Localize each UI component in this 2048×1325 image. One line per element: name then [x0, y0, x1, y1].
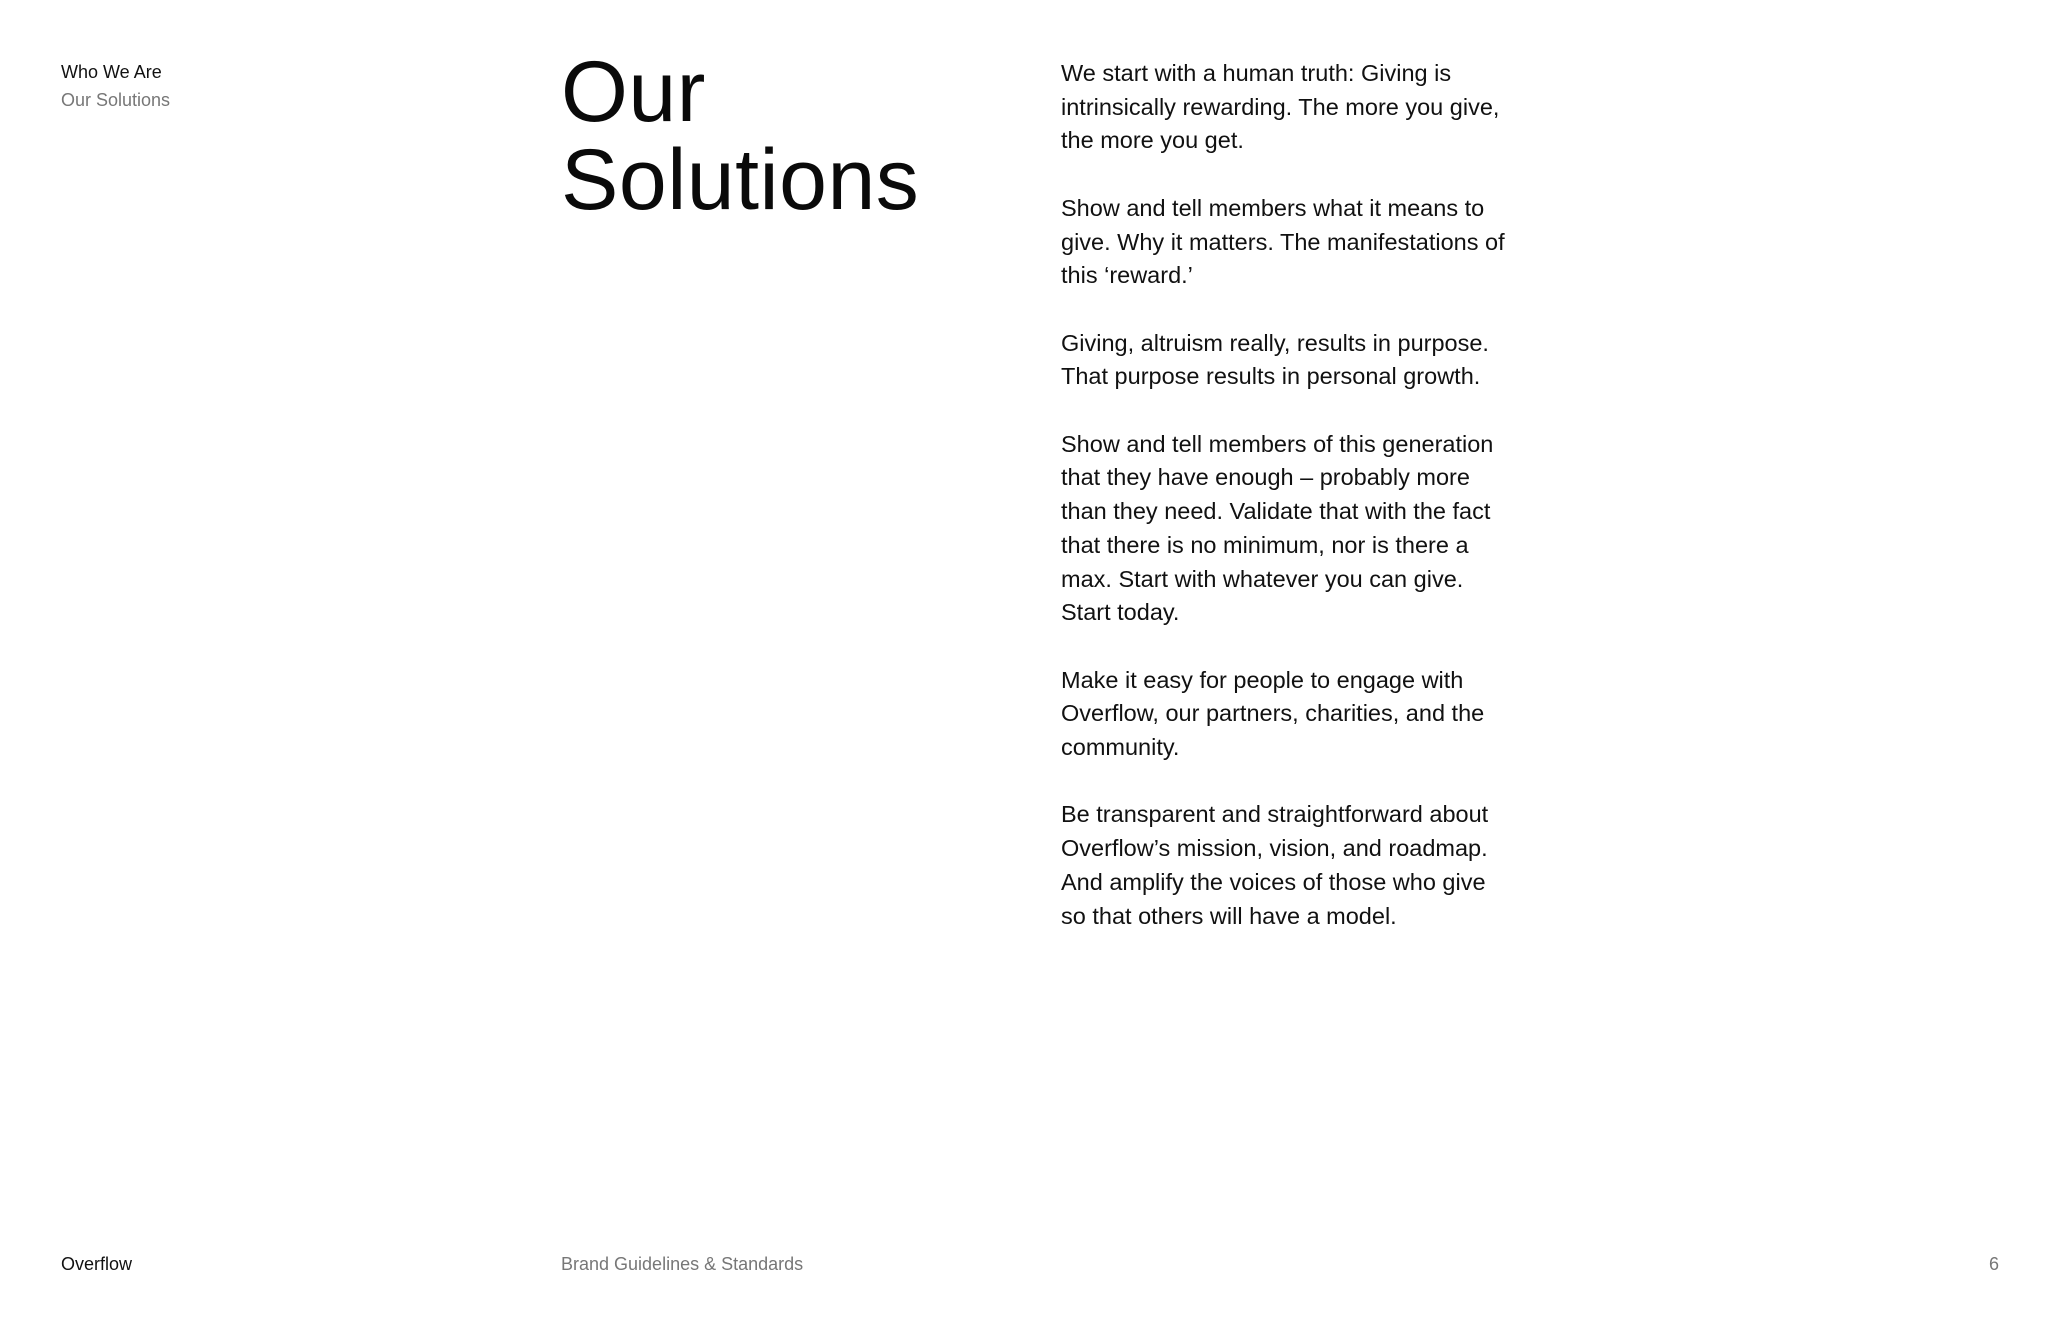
paragraph: Show and tell members of this generation that they have enough – probably more than they need. Validate that with the fact that there is no minimum, nor is there a max. Start with whatever you can give. Start today. — [1061, 430, 1494, 626]
page-title-line-2: Solutions — [561, 132, 920, 228]
nav-section-label: Who We Are — [61, 62, 162, 82]
page-title — [561, 44, 920, 228]
paragraph: Make it easy for people to engage with Overflow, our partners, charities, and the community. — [1061, 666, 1485, 760]
footer-brand: Overflow — [61, 1254, 133, 1274]
section-nav — [61, 58, 170, 114]
page-title-line-1: Our — [561, 44, 706, 140]
paragraph: Be transparent and straightforward about Overflow’s mission, vision, and roadmap. And amplify the voices of those who give so that others will have a model. — [1061, 801, 1489, 929]
paragraph: Show and tell members what it means to give. Why it matters. The manifestations of this ‘reward.’ — [1061, 194, 1505, 289]
nav-current-page: Our Solutions — [61, 90, 171, 110]
paragraph: Giving, altruism really, results in purpose. That purpose results in personal growth. — [1061, 329, 1489, 390]
body-copy — [1061, 57, 1511, 967]
paragraph: We start with a human truth: Giving is intrinsically rewarding. The more you give, the more you get. — [1061, 60, 1500, 154]
footer-page-number: 6 — [1988, 1254, 1999, 1274]
footer-document-title: Brand Guidelines & Standards — [561, 1254, 804, 1274]
